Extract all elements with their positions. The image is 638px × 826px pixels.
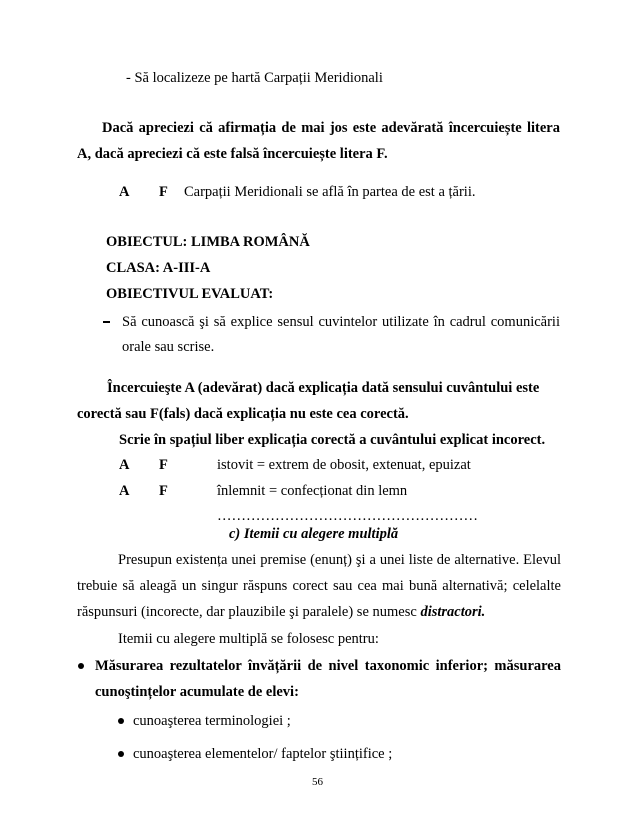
item-3-answer-a[interactable]: A <box>119 483 130 499</box>
instruction-1-line-1: Dacă apreciezi că afirmația de mai jos este adevărată încercuiește litera <box>102 120 560 136</box>
bullet-icon <box>118 718 124 724</box>
sub-bullet-2: cunoaşterea elementelor/ faptelor ştiințifice ; <box>133 746 393 762</box>
instruction-2-line-1: Încercuieşte A (adevărat) dacă explicația dată sensului cuvântului este <box>107 380 540 396</box>
objective-localize-line: - Să localizeze pe hartă Carpații Meridionali <box>126 70 383 86</box>
item-3-statement: înlemnit = confecționat din lemn <box>217 483 408 499</box>
class-heading: CLASA: A-III-A <box>106 260 211 276</box>
instruction-2-line-3: Scrie în spațiul liber explicația corectă a cuvântului explicat incorect. <box>119 432 546 448</box>
item-2-statement: istovit = extrem de obosit, extenuat, epuizat <box>217 457 471 473</box>
item-1-answer-f[interactable]: F <box>159 184 168 200</box>
main-bullet-line-2: cunoştințelor acumulate de elevi: <box>95 684 299 700</box>
item-3-answer-f[interactable]: F <box>159 483 168 499</box>
section-title: c) Itemii cu alegere multiplă <box>229 526 399 542</box>
objective-line-2: orale sau scrise. <box>122 339 215 355</box>
instruction-1-line-2: A, dacă apreciezi că este falsă încercuiește litera F. <box>77 146 388 162</box>
objective-heading: OBIECTIVUL EVALUAT: <box>106 286 274 302</box>
page-number: 56 <box>312 776 323 788</box>
dash-marker <box>103 321 110 323</box>
item-2-answer-f[interactable]: F <box>159 457 168 473</box>
item-1-statement: Carpații Meridionali se află în partea de est a țării. <box>184 184 476 200</box>
instruction-2-line-2: corectă sau F(fals) dacă explicația nu este cea corectă. <box>77 406 409 422</box>
paragraph-1-line-3 <box>77 603 485 621</box>
bullet-icon <box>118 751 124 757</box>
paragraph-1-line-2: trebuie să aleagă un singur răspuns corect sau cea mai bună alternativă; celelalte <box>77 578 561 594</box>
paragraph-1-line-1: Presupun existența unei premise (enunț) şi a unei liste de alternative. Elevul <box>118 552 561 568</box>
bullet-icon <box>78 663 84 669</box>
item-2-answer-a[interactable]: A <box>119 457 130 473</box>
objective-line-1: Să cunoască şi să explice sensul cuvintelor utilizate în cadrul comunicării <box>122 314 560 330</box>
answer-blank-line[interactable]: ……………………………………………… <box>217 508 478 524</box>
paragraph-1-line-3-text: răspunsuri (incorecte, dar plauzibile şi paralele) se numesc <box>77 604 421 620</box>
item-1-answer-a[interactable]: A <box>119 184 130 200</box>
subject-heading: OBIECTUL: LIMBA ROMÂNĂ <box>106 234 310 250</box>
sub-bullet-1: cunoaşterea terminologiei ; <box>133 713 291 729</box>
paragraph-2: Itemii cu alegere multiplă se folosesc pentru: <box>118 631 379 647</box>
distractors-term: distractori. <box>420 604 486 620</box>
main-bullet-line-1: Măsurarea rezultatelor învățării de nivel taxonomic inferior; măsurarea <box>95 658 561 674</box>
